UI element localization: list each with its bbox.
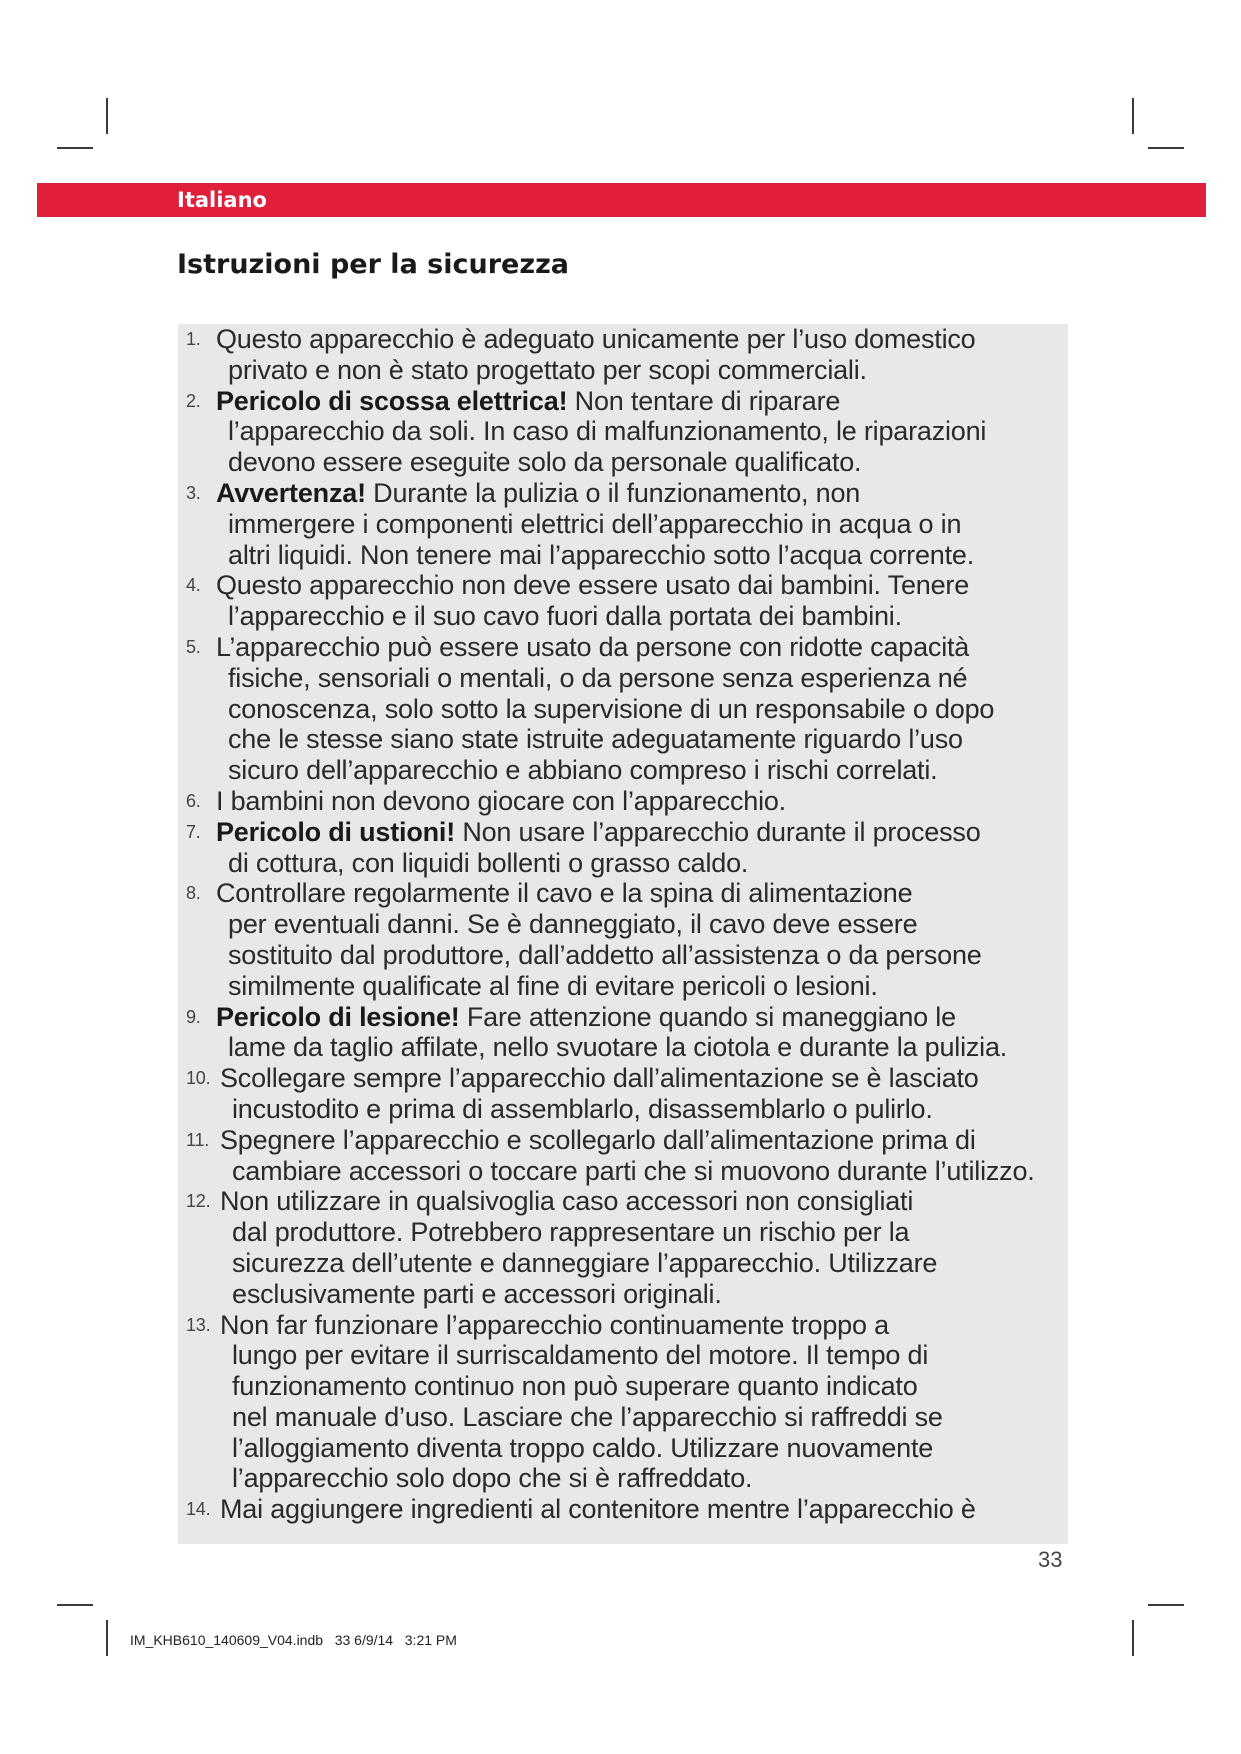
- instruction-text: Non usare l’apparecchio durante il processo: [455, 816, 981, 847]
- instruction-item: [186, 1063, 1066, 1125]
- instruction-text: l’apparecchio solo dopo che si è raffreddato.: [232, 1463, 753, 1494]
- instruction-line: [216, 478, 1066, 509]
- instruction-number: 13.: [186, 1314, 211, 1335]
- instruction-text: Non far funzionare l’apparecchio continuamente troppo a: [220, 1309, 889, 1340]
- instruction-number: 7.: [186, 821, 201, 842]
- instruction-line: [216, 878, 1066, 909]
- instruction-number: 10.: [186, 1068, 211, 1089]
- instruction-text: I bambini non devono giocare con l’apparecchio.: [216, 785, 786, 816]
- instruction-item: [186, 478, 1066, 570]
- crop-mark: [1132, 1620, 1134, 1656]
- instruction-number: 8.: [186, 883, 201, 904]
- instruction-warning: Pericolo di ustioni!: [216, 816, 456, 847]
- instruction-line: [216, 909, 1066, 940]
- instruction-item: [186, 1125, 1066, 1187]
- instruction-line: [216, 509, 1066, 540]
- instruction-item: [186, 570, 1066, 632]
- instruction-line: [220, 1463, 1066, 1494]
- instruction-number: 6.: [186, 790, 201, 811]
- instruction-text: devono essere eseguite solo da personale qualificato.: [228, 447, 862, 478]
- instruction-item: [186, 1494, 1066, 1525]
- instruction-line: [220, 1217, 1066, 1248]
- instruction-line: [220, 1310, 1066, 1341]
- instruction-line: [216, 601, 1066, 632]
- instruction-number: 11.: [186, 1129, 210, 1150]
- instruction-text: Non utilizzare in qualsivoglia caso accessori non consigliati: [220, 1186, 914, 1217]
- instruction-text: incustodito e prima di assemblarlo, disassemblarlo o pulirlo.: [232, 1093, 933, 1124]
- instruction-text: Mai aggiungere ingredienti al contenitore mentre l’apparecchio è: [220, 1494, 976, 1525]
- instruction-line: [216, 694, 1066, 725]
- instruction-number: 1.: [186, 329, 201, 349]
- instruction-line: [220, 1248, 1066, 1279]
- instruction-number: 12.: [186, 1191, 211, 1212]
- instruction-line: [216, 663, 1066, 694]
- instruction-text: Non tentare di riparare: [567, 385, 841, 416]
- instruction-list: [186, 324, 1066, 1525]
- instruction-text: esclusivamente parti e accessori originali.: [232, 1278, 722, 1309]
- instruction-line: [216, 570, 1066, 601]
- crop-mark: [106, 1620, 108, 1656]
- instruction-line: [216, 724, 1066, 755]
- instruction-text: Questo apparecchio è adeguato unicamente per l’uso domestico: [216, 324, 976, 354]
- print-slug: IM_KHB610_140609_V04.indb 33 6/9/14 3:21 PM: [130, 1632, 457, 1648]
- crop-mark: [57, 1604, 93, 1606]
- instruction-text: lame da taglio affilate, nello svuotare la ciotola e durante la pulizia.: [228, 1032, 1008, 1063]
- instruction-text: di cottura, con liquidi bollenti o grasso caldo.: [228, 847, 749, 878]
- instruction-line: [220, 1433, 1066, 1464]
- instruction-text: l’alloggiamento diventa troppo caldo. Utilizzare nuovamente: [232, 1432, 934, 1463]
- instruction-line: [220, 1402, 1066, 1433]
- instruction-item: [186, 1002, 1066, 1064]
- instruction-warning: Pericolo di lesione!: [216, 1001, 460, 1032]
- instruction-text: dal produttore. Potrebbero rappresentare un rischio per la: [232, 1217, 910, 1248]
- instruction-item: [186, 878, 1066, 1001]
- instruction-text: nel manuale d’uso. Lasciare che l’apparecchio si raffreddi se: [232, 1401, 943, 1432]
- instruction-text: Spegnere l’apparecchio e scollegarlo dall’alimentazione prima di: [220, 1124, 976, 1155]
- instruction-number: 3.: [186, 482, 201, 503]
- instruction-text: che le stesse siano state istruite adeguatamente riguardo l’uso: [228, 724, 963, 755]
- instruction-line: [216, 632, 1066, 663]
- instruction-text: sostituito dal produttore, dall’addetto all’assistenza o da persone: [228, 939, 982, 970]
- instruction-text: Controllare regolarmente il cavo e la spina di alimentazione: [216, 878, 913, 909]
- instruction-text: privato e non è stato progettato per scopi commerciali.: [228, 354, 867, 385]
- instruction-item: [186, 786, 1066, 817]
- instruction-line: [220, 1156, 1066, 1187]
- instruction-line: [220, 1279, 1066, 1310]
- instruction-line: [216, 786, 1066, 817]
- instruction-line: [216, 416, 1066, 447]
- safety-instructions-panel: [178, 324, 1068, 1544]
- instruction-text: L’apparecchio può essere usato da persone con ridotte capacità: [216, 631, 970, 662]
- crop-mark: [57, 147, 93, 149]
- instruction-number: 2.: [186, 390, 201, 411]
- instruction-text: l’apparecchio e il suo cavo fuori dalla portata dei bambini.: [228, 601, 902, 632]
- instruction-line: [216, 755, 1066, 786]
- instruction-text: Questo apparecchio non deve essere usato dai bambini. Tenere: [216, 570, 970, 601]
- instruction-line: [220, 1094, 1066, 1125]
- instruction-text: similmente qualificate al fine di evitare pericoli o lesioni.: [228, 970, 878, 1001]
- instruction-text: funzionamento continuo non può superare quanto indicato: [232, 1371, 918, 1402]
- instruction-line: [216, 1002, 1066, 1033]
- instruction-line: [216, 324, 1066, 355]
- instruction-text: altri liquidi. Non tenere mai l’apparecchio sotto l’acqua corrente.: [228, 539, 975, 570]
- page-number: 33: [1038, 1547, 1063, 1572]
- instruction-text: per eventuali danni. Se è danneggiato, il cavo deve essere: [228, 909, 918, 940]
- instruction-line: [220, 1371, 1066, 1402]
- instruction-number: 4.: [186, 575, 201, 596]
- crop-mark: [1148, 1604, 1184, 1606]
- instruction-warning: Pericolo di scossa elettrica!: [216, 385, 568, 416]
- instruction-item: [186, 324, 1066, 386]
- page-title: Istruzioni per la sicurezza: [177, 249, 570, 280]
- instruction-text: lungo per evitare il surriscaldamento del motore. Il tempo di: [232, 1340, 929, 1371]
- instruction-line: [220, 1063, 1066, 1094]
- instruction-line: [220, 1494, 1066, 1525]
- instruction-item: [186, 1310, 1066, 1495]
- instruction-number: 9.: [186, 1006, 201, 1027]
- instruction-warning: Avvertenza!: [216, 477, 366, 508]
- instruction-line: [220, 1186, 1066, 1217]
- crop-mark: [106, 98, 108, 134]
- instruction-line: [216, 1032, 1066, 1063]
- instruction-text: Durante la pulizia o il funzionamento, non: [365, 477, 861, 508]
- instruction-text: sicurezza dell’utente e danneggiare l’apparecchio. Utilizzare: [232, 1247, 938, 1278]
- instruction-item: [186, 817, 1066, 879]
- instruction-text: immergere i componenti elettrici dell’apparecchio in acqua o in: [228, 508, 962, 539]
- instruction-text: sicuro dell’apparecchio e abbiano compreso i rischi correlati.: [228, 755, 938, 786]
- language-bar: [37, 183, 1206, 217]
- instruction-line: [216, 447, 1066, 478]
- instruction-item: [186, 1186, 1066, 1309]
- instruction-line: [216, 386, 1066, 417]
- instruction-line: [216, 940, 1066, 971]
- instruction-line: [216, 971, 1066, 1002]
- instruction-line: [216, 848, 1066, 879]
- instruction-line: [216, 817, 1066, 848]
- instruction-line: [216, 540, 1066, 571]
- instruction-item: [186, 632, 1066, 786]
- instruction-text: conoscenza, solo sotto la supervisione di un responsabile o dopo: [228, 693, 995, 724]
- crop-mark: [1148, 147, 1184, 149]
- instruction-text: Scollegare sempre l’apparecchio dall’alimentazione se è lasciato: [220, 1063, 979, 1094]
- instruction-text: Fare attenzione quando si maneggiano le: [459, 1001, 956, 1032]
- instruction-text: cambiare accessori o toccare parti che si muovono durante l’utilizzo.: [232, 1155, 1035, 1186]
- instruction-line: [216, 355, 1066, 386]
- instruction-text: fisiche, sensoriali o mentali, o da persone senza esperienza né: [228, 662, 968, 693]
- instruction-text: l’apparecchio da soli. In caso di malfunzionamento, le riparazioni: [228, 416, 987, 447]
- instruction-line: [220, 1125, 1066, 1156]
- instruction-number: 5.: [186, 636, 201, 657]
- crop-mark: [1132, 98, 1134, 134]
- language-label: Italiano: [177, 188, 267, 212]
- instruction-line: [220, 1340, 1066, 1371]
- instruction-item: [186, 386, 1066, 478]
- instruction-number: 14.: [186, 1499, 211, 1520]
